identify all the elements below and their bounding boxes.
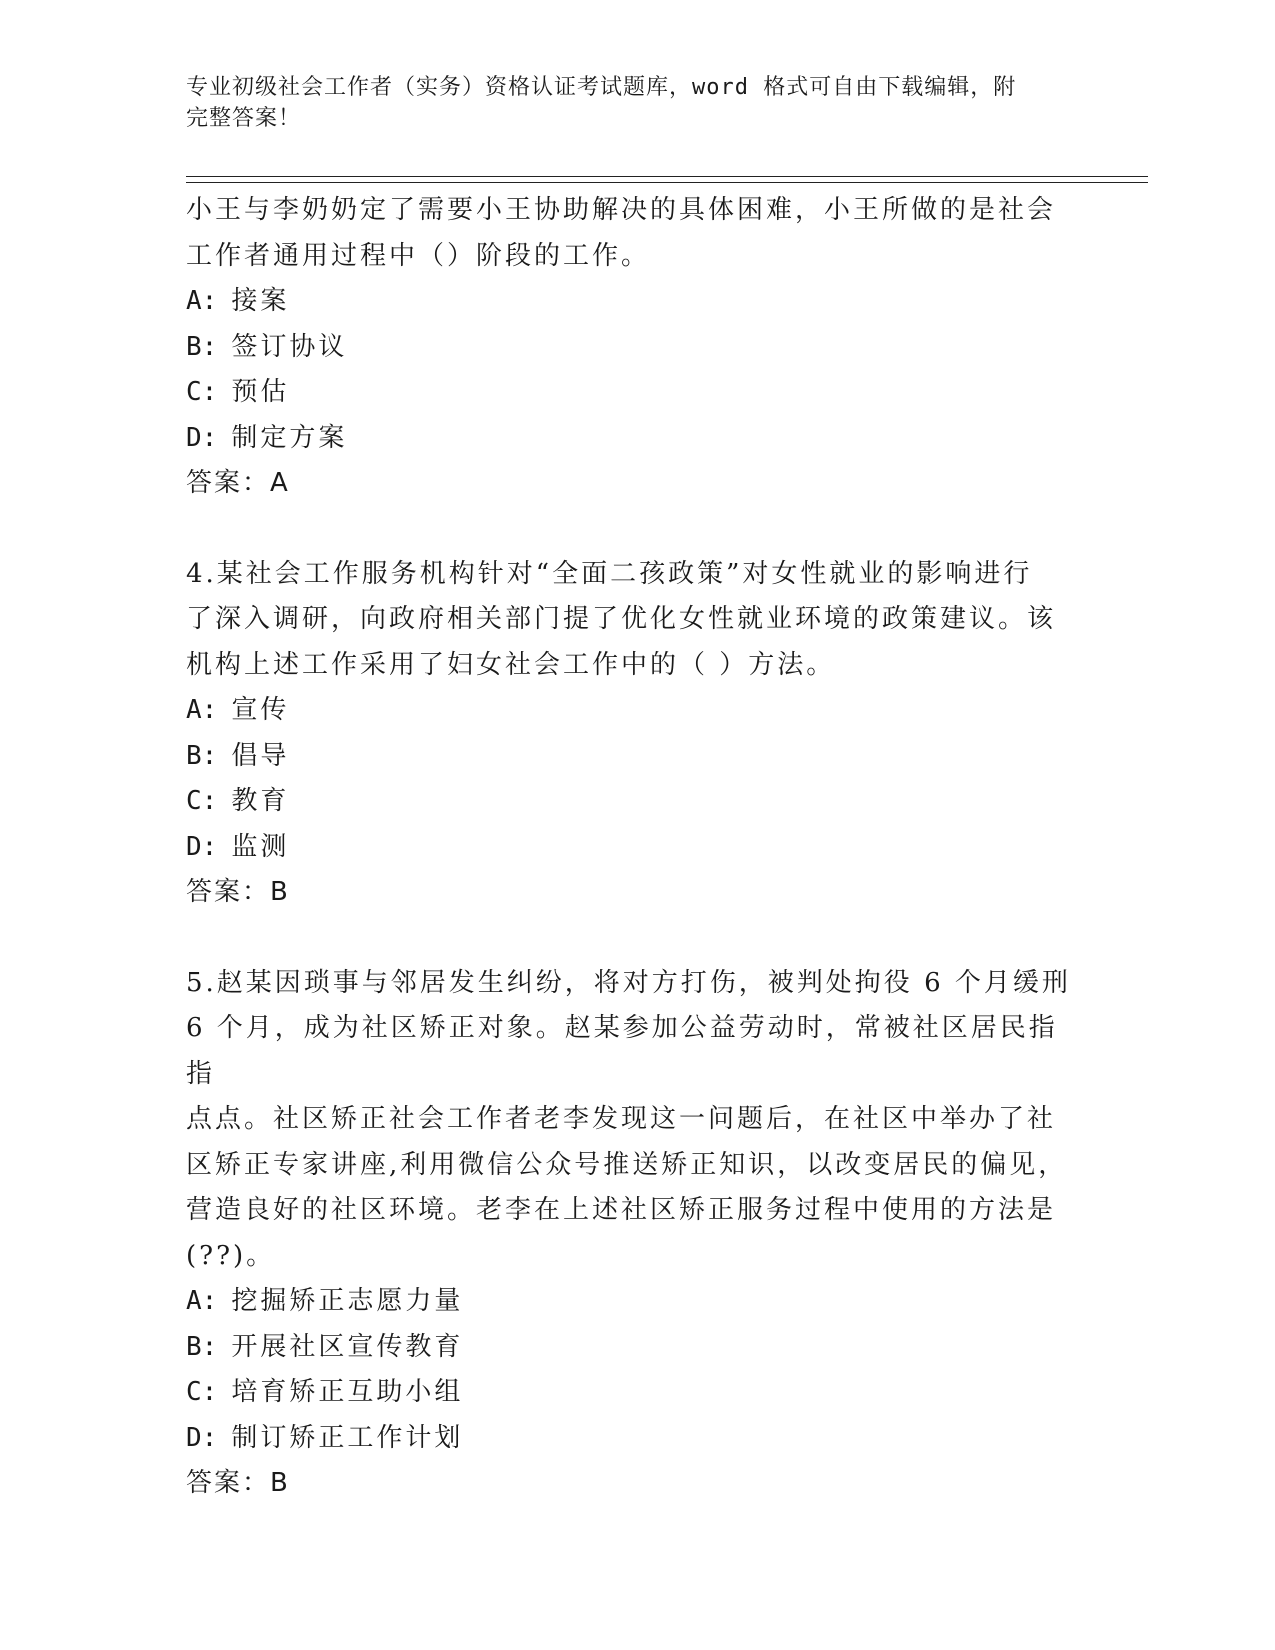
option-letter: C:: [186, 1377, 218, 1407]
option-text: 教育: [231, 786, 290, 816]
question-text-line: 4.某社会工作服务机构针对“全面二孩政策”对女性就业的影响进行: [186, 558, 1033, 589]
question-text-line: 5.赵某因琐事与邻居发生纠纷，将对方打伤，被判处拘役 6 个月缓刑: [186, 967, 1071, 998]
option-text: 签订协议: [231, 331, 348, 362]
answer-line: 答案：A: [186, 468, 290, 498]
option-text: 挖掘矫正志愿力量: [231, 1286, 464, 1316]
question-block: [186, 188, 1086, 507]
option-text: 监测: [231, 831, 290, 862]
question-text-line: 营造良好的社区环境。老李在上述社区矫正服务过程中使用的方法是: [186, 1195, 1057, 1225]
option-b: [186, 1325, 1086, 1371]
option-letter: C:: [186, 377, 218, 407]
option-letter: A:: [186, 695, 218, 725]
header-divider-top: [186, 176, 1148, 177]
answer-line: 答案：B: [186, 1468, 290, 1498]
header-divider-bottom: [186, 182, 1148, 183]
option-c: [186, 1370, 1086, 1416]
option-d: [186, 825, 1086, 871]
question-text-line: 了深入调研，向政府相关部门提了优化女性就业环境的政策建议。该: [186, 604, 1057, 634]
option-c: [186, 779, 1086, 825]
spacer: [186, 507, 1086, 552]
question-text-line: 点点。社区矫正社会工作者老李发现这一问题后，在社区中举办了社: [186, 1104, 1057, 1134]
option-letter: B:: [186, 1331, 218, 1362]
option-d: [186, 1416, 1086, 1462]
option-letter: D:: [186, 831, 218, 862]
question-text-line: 工作者通用过程中（）阶段的工作。: [186, 240, 651, 271]
option-letter: B:: [186, 740, 218, 771]
question-block: [186, 552, 1086, 916]
spacer: [186, 916, 1086, 961]
option-b: [186, 325, 1086, 371]
option-text: 培育矫正互助小组: [231, 1377, 464, 1407]
option-a: [186, 1279, 1086, 1325]
question-block: [186, 961, 1086, 1507]
option-text: 宣传: [231, 695, 290, 725]
option-letter: B:: [186, 331, 218, 362]
option-letter: D:: [186, 1422, 218, 1453]
header-line-2: 完整答案！: [186, 106, 302, 131]
question-text-line: 机构上述工作采用了妇女社会工作中的（ ）方法。: [186, 649, 836, 680]
document-header: [186, 72, 1066, 134]
option-b: [186, 734, 1086, 780]
option-letter: D:: [186, 422, 218, 453]
question-text: [186, 961, 1086, 1280]
question-text: [186, 188, 1086, 279]
header-line-1: 专业初级社会工作者（实务）资格认证考试题库，word 格式可自由下载编辑，附: [186, 75, 1017, 100]
option-letter: C:: [186, 786, 218, 816]
option-text: 预估: [231, 377, 290, 407]
question-text-line: 小王与李奶奶定了需要小王协助解决的具体困难，小王所做的是社会: [186, 195, 1057, 225]
option-a: [186, 688, 1086, 734]
question-text-line: 6 个月，成为社区矫正对象。赵某参加公益劳动时，常被社区居民指指: [186, 1013, 1058, 1089]
question-text-line: (??)。: [186, 1240, 276, 1271]
option-text: 倡导: [231, 740, 290, 771]
option-text: 制定方案: [231, 422, 348, 453]
question-text: [186, 552, 1086, 689]
option-letter: A:: [186, 1286, 218, 1316]
question-list: [186, 188, 1086, 1507]
option-d: [186, 416, 1086, 462]
answer-line: 答案：B: [186, 877, 290, 907]
option-letter: A:: [186, 286, 218, 316]
option-c: [186, 370, 1086, 416]
option-text: 开展社区宣传教育: [231, 1331, 464, 1362]
option-text: 制订矫正工作计划: [231, 1422, 464, 1453]
question-text-line: 区矫正专家讲座,利用微信公众号推送矫正知识，以改变居民的偏见，: [186, 1149, 1068, 1180]
option-text: 接案: [231, 286, 290, 316]
option-a: [186, 279, 1086, 325]
